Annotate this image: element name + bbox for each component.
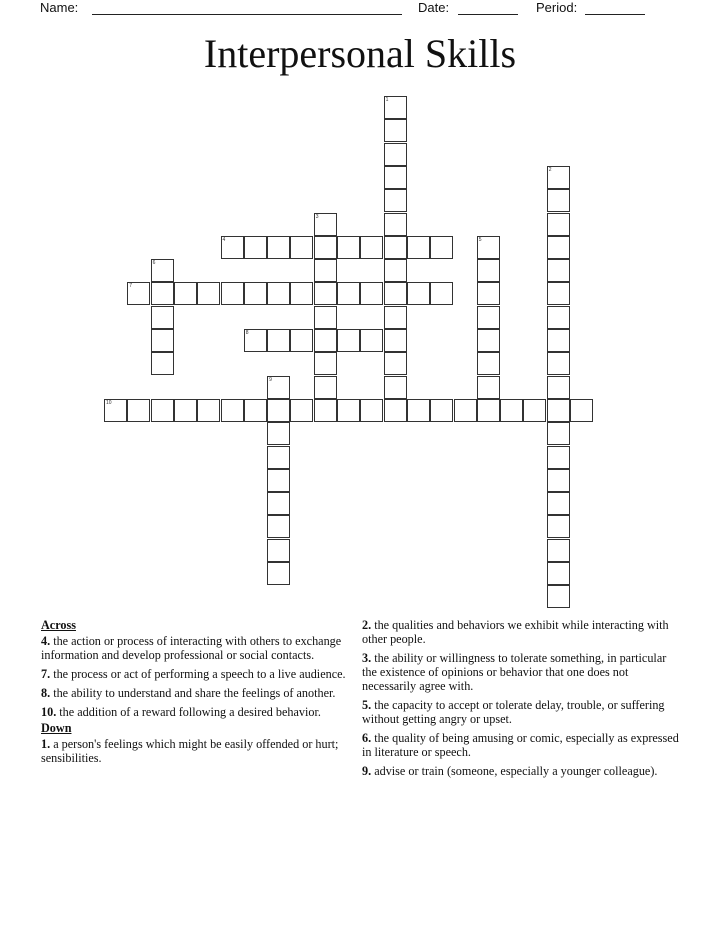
crossword-cell[interactable]: [151, 329, 174, 352]
crossword-cell[interactable]: [384, 306, 407, 329]
crossword-cell[interactable]: [547, 446, 570, 469]
crossword-cell[interactable]: [267, 422, 290, 445]
crossword-cell[interactable]: [314, 329, 337, 352]
crossword-cell[interactable]: [430, 282, 453, 305]
crossword-cell[interactable]: [547, 213, 570, 236]
clue-text: the ability to understand and share the feelings of another.: [50, 686, 336, 700]
across-clue: [41, 705, 346, 719]
crossword-cell[interactable]: [547, 306, 570, 329]
crossword-cell[interactable]: [384, 259, 407, 282]
crossword-cell[interactable]: [221, 399, 244, 422]
down-heading: Down: [41, 721, 72, 735]
crossword-cell[interactable]: [267, 399, 290, 422]
crossword-cell[interactable]: [267, 539, 290, 562]
crossword-cell[interactable]: [547, 259, 570, 282]
crossword-cell[interactable]: [267, 282, 290, 305]
clue-text: the quality of being amusing or comic, especially as expressed in literature or speech.: [362, 731, 679, 759]
clue-number: 5: [478, 236, 482, 243]
crossword-cell[interactable]: [547, 166, 570, 189]
crossword-cell[interactable]: [477, 399, 500, 422]
crossword-cell[interactable]: [221, 282, 244, 305]
clue-number-label: 8.: [41, 686, 51, 700]
crossword-cell[interactable]: [570, 399, 593, 422]
crossword-cell[interactable]: [547, 282, 570, 305]
crossword-cell[interactable]: [384, 96, 407, 119]
period-label: Period:: [536, 0, 578, 15]
crossword-cell[interactable]: [314, 376, 337, 399]
crossword-cell[interactable]: [127, 282, 150, 305]
crossword-cell[interactable]: [197, 399, 220, 422]
clue-number: 10: [106, 399, 112, 406]
clue-number-label: 4.: [41, 634, 51, 648]
date-line[interactable]: [458, 14, 518, 15]
clue-text: the capacity to accept or tolerate delay, trouble, or suffering without getting angry or upset.: [362, 698, 665, 726]
crossword-cell[interactable]: [384, 376, 407, 399]
crossword-cell[interactable]: [384, 352, 407, 375]
crossword-cell[interactable]: [290, 399, 313, 422]
down-clue: [362, 651, 682, 693]
clues-right-column: [362, 618, 682, 783]
clue-text: the ability or willingness to tolerate something, in particular the existence of opinions or behavior that one does not necessarily agree with.: [362, 651, 667, 693]
clue-number-label: 7.: [41, 667, 51, 681]
crossword-cell[interactable]: [151, 352, 174, 375]
crossword-cell[interactable]: [384, 399, 407, 422]
crossword-cell[interactable]: [547, 189, 570, 212]
crossword-cell[interactable]: [314, 236, 337, 259]
clue-number: 4: [222, 236, 226, 243]
crossword-cell[interactable]: [267, 469, 290, 492]
crossword-cell[interactable]: [197, 282, 220, 305]
clue-number-label: 2.: [362, 618, 372, 632]
crossword-cell[interactable]: [477, 329, 500, 352]
down-clue: [362, 764, 682, 778]
crossword-cell[interactable]: [407, 236, 430, 259]
crossword-cell[interactable]: [384, 166, 407, 189]
crossword-cell[interactable]: [360, 282, 383, 305]
crossword-cell[interactable]: [547, 422, 570, 445]
crossword-cell[interactable]: [290, 282, 313, 305]
crossword-cell[interactable]: [174, 282, 197, 305]
name-line[interactable]: [92, 14, 402, 15]
crossword-cell[interactable]: [337, 399, 360, 422]
clue-number-label: 3.: [362, 651, 372, 665]
crossword-cell[interactable]: [547, 399, 570, 422]
crossword-cell[interactable]: [221, 236, 244, 259]
crossword-cell[interactable]: [407, 399, 430, 422]
crossword-cell[interactable]: [314, 259, 337, 282]
crossword-cell[interactable]: [314, 399, 337, 422]
crossword-cell[interactable]: [267, 236, 290, 259]
clue-number: 3: [315, 213, 319, 220]
crossword-cell[interactable]: [547, 236, 570, 259]
clue-number-label: 9.: [362, 764, 372, 778]
crossword-cell[interactable]: [477, 352, 500, 375]
crossword-cell[interactable]: [360, 329, 383, 352]
crossword-cell[interactable]: [314, 282, 337, 305]
crossword-cell[interactable]: [290, 329, 313, 352]
crossword-cell[interactable]: [407, 282, 430, 305]
clue-number: 8: [245, 330, 249, 336]
crossword-cell[interactable]: [104, 399, 127, 422]
crossword-cell[interactable]: [314, 306, 337, 329]
down-clue-list-left: [41, 737, 346, 765]
crossword-cell[interactable]: [360, 236, 383, 259]
clue-text: the process or act of performing a speech to a live audience.: [50, 667, 346, 681]
crossword-cell[interactable]: [267, 562, 290, 585]
clue-number-label: 10.: [41, 705, 57, 719]
clue-text: advise or train (someone, especially a younger colleague).: [371, 764, 658, 778]
crossword-cell[interactable]: [547, 376, 570, 399]
crossword-cell[interactable]: [384, 119, 407, 142]
crossword-cell[interactable]: [477, 306, 500, 329]
across-heading: Across: [41, 618, 76, 632]
crossword-cell[interactable]: [151, 282, 174, 305]
period-line[interactable]: [585, 14, 645, 15]
clue-number-label: 5.: [362, 698, 372, 712]
crossword-cell[interactable]: [127, 399, 150, 422]
crossword-cell[interactable]: [384, 282, 407, 305]
across-clue: [41, 667, 346, 681]
crossword-cell[interactable]: [477, 376, 500, 399]
clue-number: 6: [152, 260, 156, 267]
crossword-cell[interactable]: [477, 259, 500, 282]
crossword-cell[interactable]: [500, 399, 523, 422]
page-title: Interpersonal Skills: [203, 31, 517, 76]
down-clue: [362, 698, 682, 726]
clues-left-column: [41, 618, 346, 770]
clue-text: a person's feelings which might be easily offended or hurt; sensibilities.: [41, 737, 339, 765]
clue-text: the action or process of interacting with others to exchange information and develop professional or social contacts.: [41, 634, 342, 662]
clue-number: 9: [269, 376, 272, 383]
crossword-cell[interactable]: [244, 236, 267, 259]
crossword-cell[interactable]: [267, 515, 290, 538]
across-clue-list: [41, 634, 346, 719]
crossword-cell[interactable]: [523, 399, 546, 422]
clue-text: the qualities and behaviors we exhibit while interacting with other people.: [362, 618, 669, 646]
crossword-cell[interactable]: [547, 515, 570, 538]
crossword-cell[interactable]: [477, 282, 500, 305]
crossword-cell[interactable]: [384, 236, 407, 259]
across-clue: [41, 686, 346, 700]
clue-text: the addition of a reward following a desired behavior.: [56, 705, 321, 719]
crossword-cell[interactable]: [244, 399, 267, 422]
down-clue: [41, 737, 346, 765]
crossword-cell[interactable]: [151, 259, 174, 282]
name-label: Name:: [40, 0, 79, 15]
down-clue: [362, 618, 682, 646]
clue-number: 7: [129, 283, 133, 290]
clue-number-label: 1.: [41, 737, 51, 751]
crossword-cell[interactable]: [547, 562, 570, 585]
crossword-cell[interactable]: [267, 492, 290, 515]
crossword-cell[interactable]: [244, 282, 267, 305]
clue-number: 2: [548, 166, 552, 173]
crossword-cell[interactable]: [360, 399, 383, 422]
across-clue: [41, 634, 346, 662]
crossword-cell[interactable]: [384, 189, 407, 212]
crossword-cell[interactable]: [337, 282, 360, 305]
down-clue-list-right: [362, 618, 682, 778]
crossword-cell[interactable]: [547, 585, 570, 608]
crossword-cell[interactable]: [430, 399, 453, 422]
crossword-cell[interactable]: [267, 329, 290, 352]
date-label: Date:: [418, 0, 450, 15]
crossword-cell[interactable]: [337, 236, 360, 259]
clue-number: 1: [385, 97, 389, 103]
crossword-cell[interactable]: [477, 236, 500, 259]
crossword-cell[interactable]: [547, 329, 570, 352]
crossword-cell[interactable]: [384, 213, 407, 236]
crossword-cell[interactable]: [314, 352, 337, 375]
crossword-cell[interactable]: [267, 376, 290, 399]
crossword-cell[interactable]: [384, 329, 407, 352]
crossword-cell[interactable]: [547, 469, 570, 492]
crossword-cell[interactable]: [174, 399, 197, 422]
crossword-cell[interactable]: [267, 446, 290, 469]
crossword-cell[interactable]: [430, 236, 453, 259]
crossword-cell[interactable]: [151, 399, 174, 422]
crossword-cell[interactable]: [290, 236, 313, 259]
crossword-cell[interactable]: [547, 492, 570, 515]
crossword-cell[interactable]: [337, 329, 360, 352]
worksheet-header: [40, 0, 700, 20]
crossword-cell[interactable]: [547, 352, 570, 375]
clue-number-label: 6.: [362, 731, 372, 745]
crossword-cell[interactable]: [384, 143, 407, 166]
crossword-cell[interactable]: [244, 329, 267, 352]
down-clue: [362, 731, 682, 759]
crossword-cell[interactable]: [547, 539, 570, 562]
crossword-cell[interactable]: [454, 399, 477, 422]
crossword-cell[interactable]: [314, 213, 337, 236]
crossword-cell[interactable]: [151, 306, 174, 329]
